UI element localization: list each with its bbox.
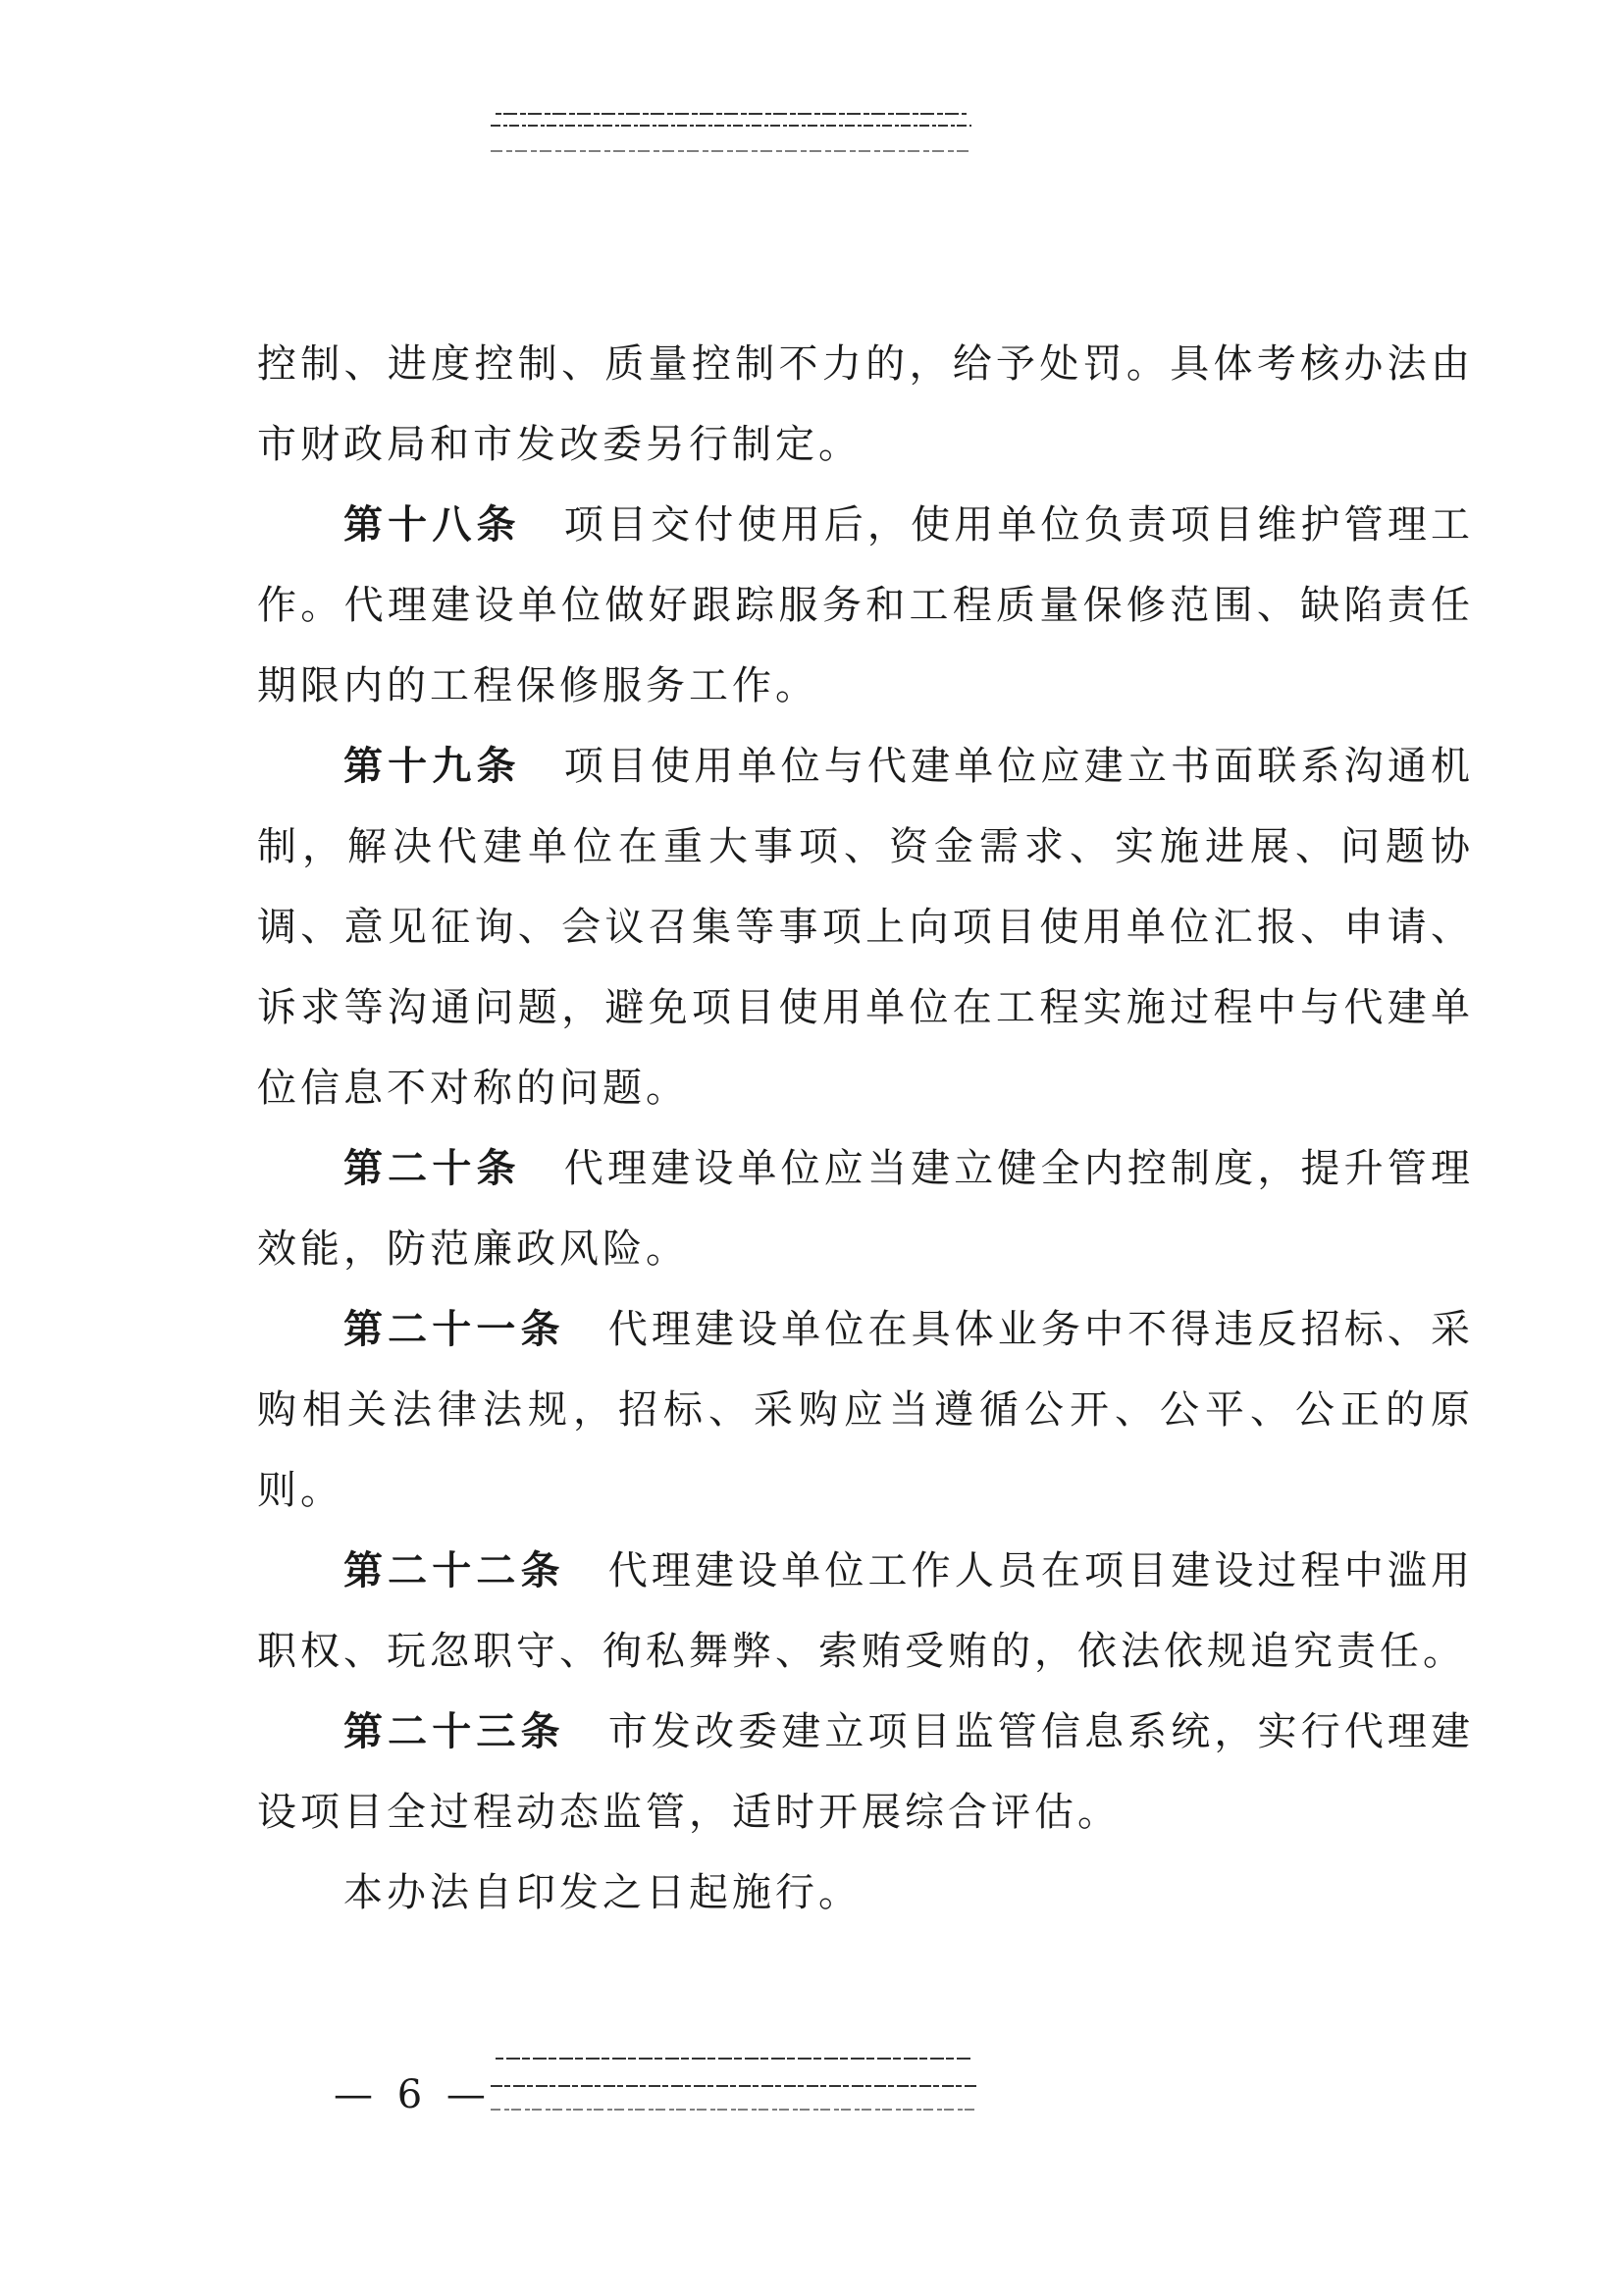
closing-statement: 本办法自印发之日起施行。	[343, 1870, 862, 1915]
article-text: 市发改委建立项目监管信息系统，实行代理建设项目全过程动态监管，适时开展综合评估。	[257, 1709, 1475, 1835]
article-text: 项目使用单位与代建单位应建立书面联系沟通机制，解决代建单位在重大事项、资金需求、实施进展、问题协调、意见征询、会议召集等事项上向项目使用单位汇报、申请、诉求等沟通问题，避免项目使用单位在工程实施过程中与代建单位信息不对称的问题。	[257, 744, 1474, 1111]
article-title: 第十九条	[343, 744, 521, 789]
article-22	[257, 1531, 1474, 1692]
article-text: 项目交付使用后，使用单位负责项目维护管理工作。代理建设单位做好跟踪服务和工程质量保修范围、缺陷责任期限内的工程保修服务工作。	[257, 502, 1474, 708]
article-20	[257, 1128, 1474, 1289]
article-19	[257, 726, 1474, 1128]
page-number: — 6 —	[334, 2072, 492, 2117]
article-title: 第二十一条	[343, 1307, 565, 1352]
article-title: 第十八条	[343, 502, 521, 548]
header-rules	[0, 106, 1623, 145]
document-body	[257, 324, 1474, 1933]
article-text: 代理建设单位应当建立健全内控制度，提升管理效能，防范廉政风险。	[257, 1146, 1474, 1272]
continuation-paragraph: 控制、进度控制、质量控制不力的，给予处罚。具体考核办法由市财政局和市发改委另行制定。	[257, 341, 1474, 467]
article-title: 第二十二条	[343, 1548, 565, 1593]
article-23	[257, 1692, 1474, 1852]
article-title: 第二十条	[343, 1146, 521, 1191]
footer-rules	[0, 2051, 1623, 2090]
article-title: 第二十三条	[343, 1709, 565, 1754]
article-text: 代理建设单位在具体业务中不得违反招标、采购相关法律法规，招标、采购应当遵循公开、公平、公正的原则。	[257, 1307, 1475, 1513]
article-text: 代理建设单位工作人员在项目建设过程中滥用职权、玩忽职守、徇私舞弊、索贿受贿的，依法依规追究责任。	[257, 1548, 1475, 1674]
article-21	[257, 1289, 1474, 1531]
article-18	[257, 485, 1474, 726]
